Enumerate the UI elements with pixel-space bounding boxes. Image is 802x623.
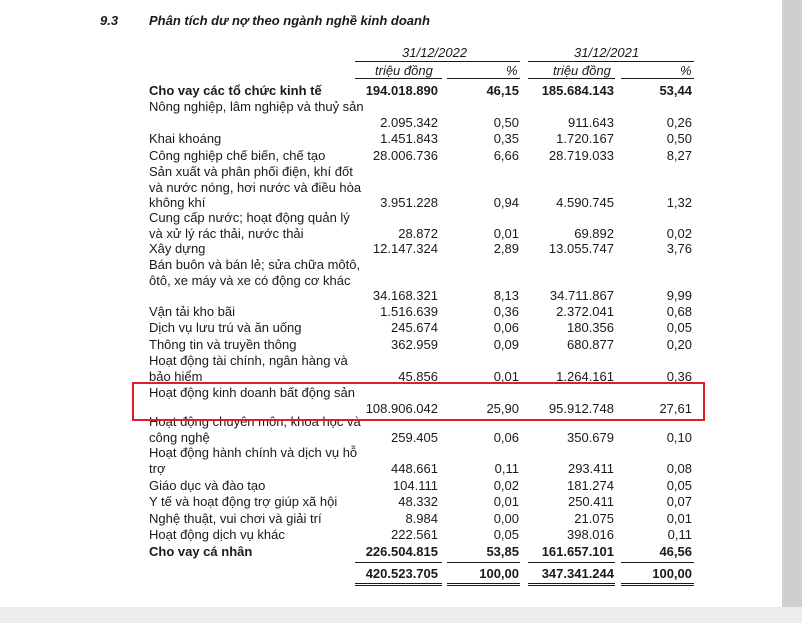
pct-2021: 0,26 <box>666 114 692 130</box>
value-2021: 4.590.745 <box>556 195 614 211</box>
value-2022: 45.856 <box>398 368 438 384</box>
value-2022: 1.516.639 <box>380 304 438 319</box>
total-double-rule-g <box>621 583 694 584</box>
pct-2021: 0,01 <box>666 511 692 526</box>
value-2022: 1.451.843 <box>380 131 438 146</box>
row-label: Sản xuất và phân phối điện, khí đốt và nước nóng, hơi nước và điều hòa không khí <box>149 164 362 211</box>
pct-2021: 0,07 <box>666 494 692 509</box>
value-2021: 1.720.167 <box>556 131 614 146</box>
value-2022: 3.951.228 <box>380 195 438 211</box>
value-2022: 12.147.324 <box>372 241 438 256</box>
row-label: Xây dựng <box>149 241 206 256</box>
pct-2021: 27,61 <box>659 400 692 416</box>
value-2021: 185.684.143 <box>541 83 614 98</box>
pct-2022: 0,94 <box>493 195 519 211</box>
row-label: Nông nghiệp, lâm nghiệp và thuỷ sản <box>149 99 364 114</box>
pct-2022: 25,90 <box>486 400 519 416</box>
value-2022: 8.984 <box>405 511 438 526</box>
pct-2021: 0,20 <box>666 337 692 352</box>
pct-2022-underline <box>447 78 520 79</box>
row-label: Hoạt động hành chính và dịch vụ hỗ trợ <box>149 445 358 476</box>
pct-2021: 0,02 <box>666 225 692 241</box>
unit-2022-underline <box>355 78 442 79</box>
value-2022: 222.561 <box>391 527 438 542</box>
total-double-rule-h <box>621 585 694 586</box>
highlight-box <box>132 382 705 421</box>
pct-2021: 8,27 <box>666 148 692 163</box>
value-2022: 448.661 <box>391 460 438 476</box>
total-2021: 347.341.244 <box>541 566 614 581</box>
row-label: Hoạt động chuyên môn, khoa học và công nghệ <box>149 414 361 445</box>
row-label: Nghệ thuật, vui chơi và giải trí <box>149 511 322 526</box>
total-double-rule-a <box>355 583 442 584</box>
pct-2022: 0,35 <box>493 131 519 146</box>
header-2022-underline <box>355 61 520 62</box>
pct-2021: 0,50 <box>666 131 692 146</box>
value-2022: 108.906.042 <box>365 400 438 416</box>
value-2021: 293.411 <box>567 460 614 476</box>
pct-2022: 0,06 <box>493 429 519 445</box>
value-2022: 194.018.890 <box>365 83 438 98</box>
pct-2022: 0,01 <box>493 368 519 384</box>
value-2021: 2.372.041 <box>556 304 614 319</box>
value-2021: 95.912.748 <box>548 400 614 416</box>
row-label: Hoạt động dịch vụ khác <box>149 527 285 542</box>
value-2021: 680.877 <box>567 337 614 352</box>
row-label: Thông tin và truyền thông <box>149 337 297 352</box>
pct-2022: 6,66 <box>493 148 519 163</box>
value-2022: 34.168.321 <box>372 288 438 304</box>
row-label: Khai khoáng <box>149 131 222 146</box>
value-2021: 350.679 <box>567 429 614 445</box>
total-pct-2021: 100,00 <box>652 566 692 581</box>
value-2021: 911.643 <box>567 114 614 130</box>
pct-2022: 8,13 <box>493 288 519 304</box>
value-2022: 48.332 <box>398 494 438 509</box>
total-double-rule-f <box>528 585 615 586</box>
row-label: Cho vay cá nhân <box>149 544 253 559</box>
value-2021: 1.264.161 <box>556 368 614 384</box>
pct-2022: 0,50 <box>493 114 519 130</box>
pct-2021: 0,68 <box>666 304 692 319</box>
pct-2021: 3,76 <box>666 241 692 256</box>
pct-2021: 0,36 <box>666 368 692 384</box>
pct-2022: 0,36 <box>493 304 519 319</box>
header-pct-2021: % <box>680 63 692 78</box>
pct-2022: 0,06 <box>493 320 519 335</box>
row-label: Giáo dục và đào tạo <box>149 478 266 493</box>
value-2021: 161.657.101 <box>541 544 614 559</box>
pct-2022: 0,05 <box>493 527 519 542</box>
value-2022: 28.006.736 <box>372 148 438 163</box>
subtotal-rule-pct-2022 <box>447 562 520 563</box>
section-title: Phân tích dư nợ theo ngành nghề kinh doanh <box>149 13 430 28</box>
pct-2022: 53,85 <box>486 544 519 559</box>
pct-2022: 2,89 <box>493 241 519 256</box>
header-unit-2021: triệu đồng <box>553 63 611 78</box>
value-2022: 2.095.342 <box>380 114 438 130</box>
header-pct-2022: % <box>506 63 518 78</box>
total-double-rule-c <box>447 583 520 584</box>
value-2021: 250.411 <box>567 494 614 509</box>
row-label: Hoạt động tài chính, ngân hàng và bảo hiểm <box>149 353 348 384</box>
header-date-2022: 31/12/2022 <box>402 45 468 60</box>
row-label: Cung cấp nước; hoạt động quản lý và xử lý rác thải, nước thải <box>149 210 350 241</box>
pct-2021: 0,05 <box>666 320 692 335</box>
row-label: Bán buôn và bán lẻ; sửa chữa môtô, ôtô, xe máy và xe có động cơ khác <box>149 257 361 288</box>
row-label: Dịch vụ lưu trú và ăn uống <box>149 320 302 335</box>
pct-2021-underline <box>621 78 694 79</box>
value-2021: 21.075 <box>574 511 614 526</box>
pct-2022: 0,01 <box>493 494 519 509</box>
row-label: Y tế và hoạt động trợ giúp xã hội <box>149 494 338 509</box>
value-2021: 28.719.033 <box>548 148 614 163</box>
total-double-rule-e <box>528 583 615 584</box>
total-double-rule-b <box>355 585 442 586</box>
pct-2022: 0,11 <box>494 460 519 476</box>
row-label: Công nghiệp chế biến, chế tạo <box>149 148 326 163</box>
value-2022: 245.674 <box>391 320 438 335</box>
pct-2022: 0,00 <box>493 511 519 526</box>
total-2022: 420.523.705 <box>365 566 438 581</box>
value-2022: 104.111 <box>392 478 438 493</box>
row-label: Hoạt động kinh doanh bất động sản <box>149 385 356 400</box>
row-label: Cho vay các tổ chức kinh tế <box>149 83 322 98</box>
value-2021: 69.892 <box>574 225 614 241</box>
pct-2022: 46,15 <box>486 83 519 98</box>
value-2021: 181.274 <box>567 478 614 493</box>
pct-2021: 53,44 <box>659 83 692 98</box>
subtotal-rule-2021 <box>528 562 615 563</box>
page-gap <box>0 607 802 623</box>
pct-2021: 1,32 <box>666 195 692 211</box>
pct-2022: 0,09 <box>493 337 519 352</box>
pct-2021: 9,99 <box>666 288 692 304</box>
pct-2021: 0,05 <box>666 478 692 493</box>
value-2021: 13.055.747 <box>548 241 614 256</box>
value-2022: 259.405 <box>391 429 438 445</box>
total-pct-2022: 100,00 <box>479 566 519 581</box>
pct-2021: 0,08 <box>666 460 692 476</box>
header-unit-2022: triệu đồng <box>375 63 433 78</box>
pct-2021: 0,11 <box>667 527 692 542</box>
value-2022: 362.959 <box>391 337 438 352</box>
subtotal-rule-pct-2021 <box>621 562 694 563</box>
unit-2021-underline <box>528 78 615 79</box>
subtotal-rule-2022 <box>355 562 442 563</box>
value-2021: 398.016 <box>567 527 614 542</box>
header-date-2021: 31/12/2021 <box>574 45 640 60</box>
value-2021: 180.356 <box>567 320 614 335</box>
row-label: Vận tải kho bãi <box>149 304 236 319</box>
pct-2022: 0,02 <box>493 478 519 493</box>
value-2022: 226.504.815 <box>365 544 438 559</box>
header-2021-underline <box>528 61 694 62</box>
pct-2021: 0,10 <box>666 429 692 445</box>
section-number: 9.3 <box>100 13 119 28</box>
pct-2021: 46,56 <box>659 544 692 559</box>
pct-2022: 0,01 <box>493 225 519 241</box>
value-2021: 34.711.867 <box>549 288 614 304</box>
scrollbar-track[interactable] <box>782 0 802 623</box>
total-double-rule-d <box>447 585 520 586</box>
value-2022: 28.872 <box>398 225 438 241</box>
